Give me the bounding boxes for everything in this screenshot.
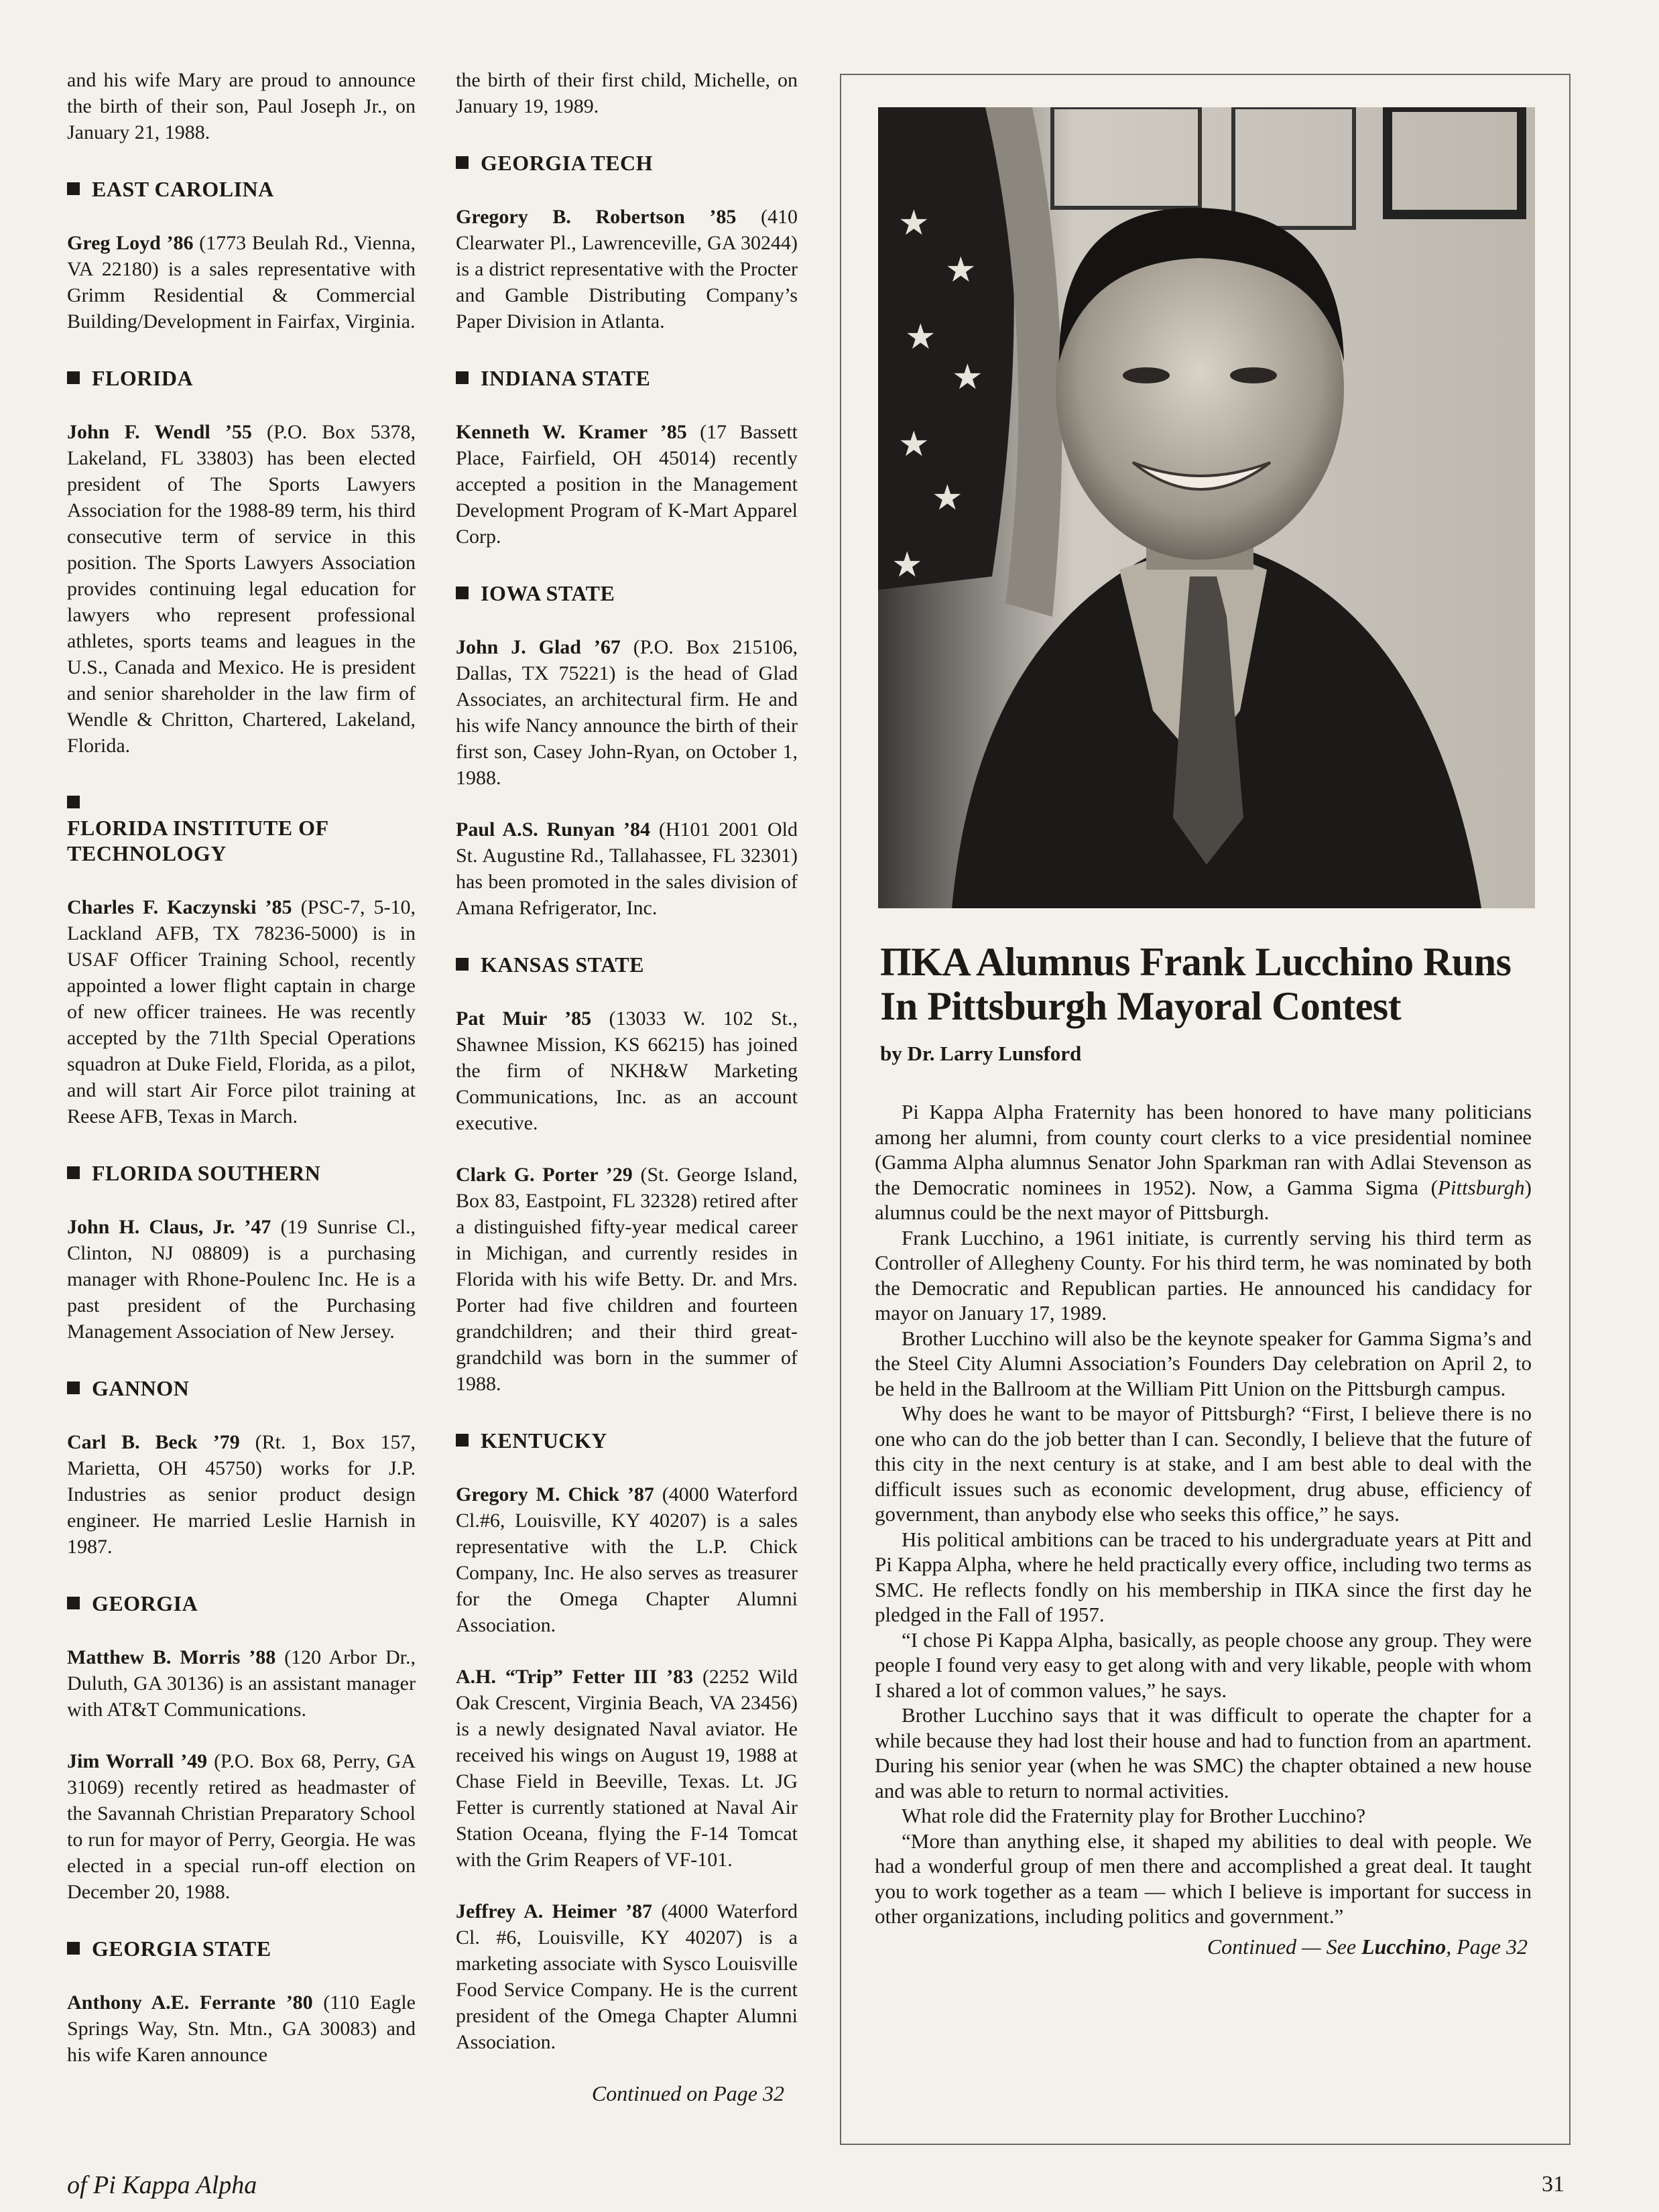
bullet-square-icon [67, 182, 80, 195]
section-heading-label: EAST CAROLINA [92, 177, 274, 201]
alumni-entry [67, 419, 416, 759]
alumni-details: (P.O. Box 5378, Lakeland, FL 33803) has been elected president of The Sports Lawyers Association for the 1988-89 term, his third consecutive term of service in this position. The Sports Lawyers Association provides continuing legal education for lawyers who represent professional athletes, sports teams and leagues in the U.S., Canada and Mexico. He is president and senior shareholder in the law firm of Wendle & Chritton, Chartered, Lakeland, Florida. [67, 421, 416, 757]
section-heading [67, 1375, 416, 1401]
alumni-name: Matthew B. Morris ’88 [67, 1646, 276, 1668]
alumni-details: (4000 Waterford Cl.#6, Louisville, KY 40207) is a sales representative with the L.P. Chick Company, Inc. He also serves as treasurer for the Omega Chapter Alumni Association. [456, 1483, 798, 1636]
section-heading-label: FLORIDA SOUTHERN [92, 1161, 321, 1185]
section-heading [67, 1936, 416, 1961]
continued-note: Continued on Page 32 [591, 2081, 784, 2105]
article-paragraph: Brother Lucchino will also be the keynote speaker for Gamma Sigma’s and the Steel City Alumni Association’s Founders Day celebration on April 2, to be held in the Ballroom at the William Pitt Union on the Pittsburgh campus. [875, 1326, 1532, 1400]
article-continued-note [875, 1934, 1532, 1960]
alumni-entry [456, 1664, 798, 1873]
alumni-name: Carl B. Beck ’79 [67, 1431, 240, 1453]
svg-text:★: ★ [932, 478, 963, 518]
alumni-entry [67, 1429, 416, 1560]
alumni-name: John F. Wendl ’55 [67, 421, 252, 443]
alumni-entry [456, 634, 798, 791]
alumni-details: (P.O. Box 68, Perry, GA 31069) recently retired as headmaster of the Savannah Christian Preparatory School to run for mayor of Perry, Georgia. He was elected in a special run-off election on December 20, 1988. [67, 1750, 416, 1903]
alumni-name: Kenneth W. Kramer ’85 [456, 421, 687, 443]
portrait-photo [878, 107, 1535, 908]
alumni-entry [67, 1748, 416, 1905]
alumni-entry [67, 1214, 416, 1345]
alumni-details: (PSC-7, 5-10, Lackland AFB, TX 78236-5000) is in USAF Officer Training School, recently appointed a lower flight captain in charge of new officer trainees. He was recently accepted by the 71lth Special Operations squadron at Duke Field, Florida, as a pilot, and will start Air Force pilot training at Reese AFB, Texas in March. [67, 896, 416, 1127]
alumni-entry [67, 230, 416, 334]
svg-text:★: ★ [898, 424, 930, 465]
alumni-details: (P.O. Box 215106, Dallas, TX 75221) is the head of Glad Associates, an architectural firm. He and his wife Nancy announce the birth of their first son, Casey John-Ryan, on October 1, 1988. [456, 636, 798, 789]
bullet-square-icon [456, 1434, 469, 1447]
alumni-details: (110 Eagle Springs Way, Stn. Mtn., GA 30083) and his wife Karen announce [67, 1991, 416, 2066]
section-heading [456, 150, 798, 176]
alumni-name: A.H. “Trip” Fetter III ’83 [456, 1666, 694, 1688]
section-heading [67, 365, 416, 391]
alumni-details: (Rt. 1, Box 157, Marietta, OH 45750) works for J.P. Industries as senior product design engineer. He married Leslie Harnish in 1987. [67, 1431, 416, 1558]
section-heading-label: FLORIDA INSTITUTE OF TECHNOLOGY [67, 816, 328, 865]
alumni-name: Greg Loyd ’86 [67, 232, 194, 254]
alumni-entry [67, 1644, 416, 1723]
article-italic-text: Pittsburgh [1437, 1175, 1525, 1199]
alumni-details: (2252 Wild Oak Crescent, Virginia Beach, VA 23456) is a newly designated Naval aviator. He received his wings on August 19, 1988 at Chase Field in Beeville, Texas. Lt. JG Fetter is currently stationed at Naval Air Station Oceana, flying the F-14 Tomcat with the Grim Reapers of VF-101. [456, 1666, 798, 1871]
svg-text:★: ★ [898, 203, 930, 243]
article-paragraph: Why does he want to be mayor of Pittsburgh? “First, I believe there is no one who can do the job better than I can. Secondly, I believe that the future of this city in the next century is at stake, and I am best able to deal with the difficult issues such as economic development, drug abuse, efficiency of government, than anybody else who seeks this office,” he says. [875, 1402, 1532, 1526]
article-text: ) alumnus could be the next mayor of Pittsburgh. [875, 1175, 1532, 1224]
alumni-details: (19 Sunrise Cl., Clinton, NJ 08809) is a purchasing manager with Rhone-Poulenc Inc. He is a past president of the Purchasing Management Association of New Jersey. [67, 1216, 416, 1343]
alumni-entry [456, 1162, 798, 1397]
section-heading [67, 1591, 416, 1616]
article-paragraph: Brother Lucchino says that it was difficult to operate the chapter for a while because they had lost their house and had to function from an apartment. During his senior year (when he was SMC) the chapter obtained a new house and was able to return to normal activities. [875, 1703, 1532, 1802]
bullet-square-icon [67, 1942, 80, 1955]
bullet-square-icon [67, 1381, 80, 1394]
alumni-name: Jim Worrall ’49 [67, 1750, 208, 1772]
column-intro-text: the birth of their first child, Michelle, on January 19, 1989. [456, 69, 798, 117]
alumni-name: Paul A.S. Runyan ’84 [456, 818, 651, 841]
alumni-entry [456, 1481, 798, 1638]
alumni-column-1 [67, 67, 416, 2093]
bullet-square-icon [456, 371, 469, 384]
alumni-name: Gregory M. Chick ’87 [456, 1483, 654, 1506]
alumni-entry [456, 816, 798, 921]
portrait-illustration [878, 107, 1535, 908]
section-heading [456, 952, 798, 977]
continued-suffix: , Page 32 [1446, 1934, 1528, 1959]
article-paragraph: “I chose Pi Kappa Alpha, basically, as people choose any group. They were people I found very easy to get along with and very likable, people with whom I shared a lot of common values,” he says. [875, 1627, 1532, 1702]
svg-text:★: ★ [945, 250, 977, 290]
article-body [875, 1099, 1532, 1959]
section-heading [456, 580, 798, 606]
alumni-details: (120 Arbor Dr., Duluth, GA 30136) is an assistant manager with AT&T Communications. [67, 1646, 416, 1721]
article-paragraph: His political ambitions can be traced to his undergraduate years at Pitt and Pi Kappa Alpha, where he held practically every office, including two terms as SMC. He reflects fondly on his membership in ΠKA since the first day he pledged in the Fall of 1957. [875, 1527, 1532, 1626]
article-paragraph: What role did the Fraternity play for Brother Lucchino? [902, 1804, 1366, 1827]
continued-prefix: Continued — See [1207, 1934, 1362, 1959]
bullet-square-icon [456, 958, 469, 971]
alumni-details: (13033 W. 102 St., Shawnee Mission, KS 66215) has joined the firm of NKH&W Marketing Communications, Inc. as an account executive. [456, 1007, 798, 1134]
alumni-entry [456, 1005, 798, 1136]
section-heading-label: IOWA STATE [481, 581, 615, 605]
section-heading-label: GEORGIA [92, 1591, 198, 1615]
alumni-details: (H101 2001 Old St. Augustine Rd., Tallahassee, FL 32301) has been promoted in the sales division of Amana Refrigerator, Inc. [456, 818, 798, 919]
alumni-entry [456, 1898, 798, 2055]
alumni-details: (1773 Beulah Rd., Vienna, VA 22180) is a sales representative with Grimm Residential & Commercial Building/Development in Fairfax, Virginia. [67, 232, 416, 332]
continued-name: Lucchino [1361, 1934, 1447, 1959]
svg-text:★: ★ [952, 357, 983, 397]
article-paragraph: “More than anything else, it shaped my abilities to deal with people. We had a wonderful group of men there and accomplished a great deal. It taught you to work together as a team — which I believe is important for success in other organizations, including politics and government.” [875, 1829, 1532, 1928]
bullet-square-icon [456, 156, 469, 169]
alumni-entry [67, 1989, 416, 2068]
section-heading [67, 790, 416, 866]
svg-text:★: ★ [892, 545, 923, 585]
article-paragraph: Frank Lucchino, a 1961 initiate, is currently serving his third term as Controller of Allegheny County. For his third term, he was nominated by both the Democratic and Republican parties. He announced his candidacy for mayor on January 17, 1989. [875, 1225, 1532, 1325]
article-paragraph [875, 1099, 1532, 1225]
section-heading-label: GANNON [92, 1376, 190, 1400]
alumni-name: Gregory B. Robertson ’85 [456, 206, 737, 228]
section-heading-label: INDIANA STATE [481, 366, 651, 390]
section-heading [67, 176, 416, 202]
alumni-entry [456, 419, 798, 550]
alumni-entry [67, 894, 416, 1129]
alumni-name: Anthony A.E. Ferrante ’80 [67, 1991, 313, 2014]
svg-text:★: ★ [905, 317, 936, 357]
footer-publication-name: of Pi Kappa Alpha [67, 2171, 257, 2199]
alumni-name: John J. Glad ’67 [456, 636, 621, 658]
alumni-column-2 [456, 67, 798, 2107]
section-heading-label: KANSAS STATE [481, 953, 644, 977]
alumni-entry [456, 204, 798, 334]
section-heading-label: KENTUCKY [481, 1428, 607, 1453]
section-heading-label: FLORIDA [92, 366, 194, 390]
article-title: ΠKA Alumnus Frank Lucchino Runs In Pittsburgh Mayoral Contest [880, 940, 1512, 1028]
page-number: 31 [1542, 2172, 1564, 2197]
section-heading [456, 1428, 798, 1453]
alumni-name: Jeffrey A. Heimer ’87 [456, 1900, 652, 1922]
alumni-details: (4000 Waterford Cl. #6, Louisville, KY 40207) is a marketing associate with Sysco Louisville Food Service Company. He is the current president of the Omega Chapter Alumni Association. [456, 1900, 798, 2053]
alumni-name: John H. Claus, Jr. ’47 [67, 1216, 271, 1238]
alumni-name: Charles F. Kaczynski ’85 [67, 896, 292, 918]
article-byline: by Dr. Larry Lunsford [880, 1042, 1082, 1065]
alumni-details: (410 Clearwater Pl., Lawrenceville, GA 30244) is a district representative with the Procter and Gamble Distributing Company’s Paper Division in Atlanta. [456, 206, 798, 332]
section-heading [456, 365, 798, 391]
section-heading-label: GEORGIA TECH [481, 151, 654, 175]
article-text: Pi Kappa Alpha Fraternity has been honored to have many politicians among her alumni, from county court clerks to a vice presidential nominee (Gamma Alpha alumnus Senator John Sparkman ran with Adlai Stevenson as the Democratic nominees in 1952). Now, a Gamma Sigma ( [875, 1100, 1532, 1199]
section-heading [67, 1160, 416, 1186]
alumni-details: (17 Bassett Place, Fairfield, OH 45014) recently accepted a position in the Management Development Program of K-Mart Apparel Corp. [456, 421, 798, 548]
column-intro-text: and his wife Mary are proud to announce the birth of their son, Paul Joseph Jr., on January 21, 1988. [67, 69, 416, 143]
alumni-name: Clark G. Porter ’29 [456, 1164, 633, 1186]
bullet-square-icon [67, 371, 80, 384]
bullet-square-icon [67, 796, 80, 808]
alumni-name: Pat Muir ’85 [456, 1007, 592, 1030]
alumni-details: (St. George Island, Box 83, Eastpoint, FL 32328) retired after a distinguished fifty-year medical career in Michigan, and currently resides in Florida with his wife Betty. Dr. and Mrs. Porter had five children and fourteen grandchildren; and their third great-grandchild was born in the summer of 1988. [456, 1164, 798, 1395]
section-heading-label: GEORGIA STATE [92, 1937, 271, 1961]
bullet-square-icon [456, 587, 469, 599]
bullet-square-icon [67, 1597, 80, 1609]
bullet-square-icon [67, 1166, 80, 1179]
